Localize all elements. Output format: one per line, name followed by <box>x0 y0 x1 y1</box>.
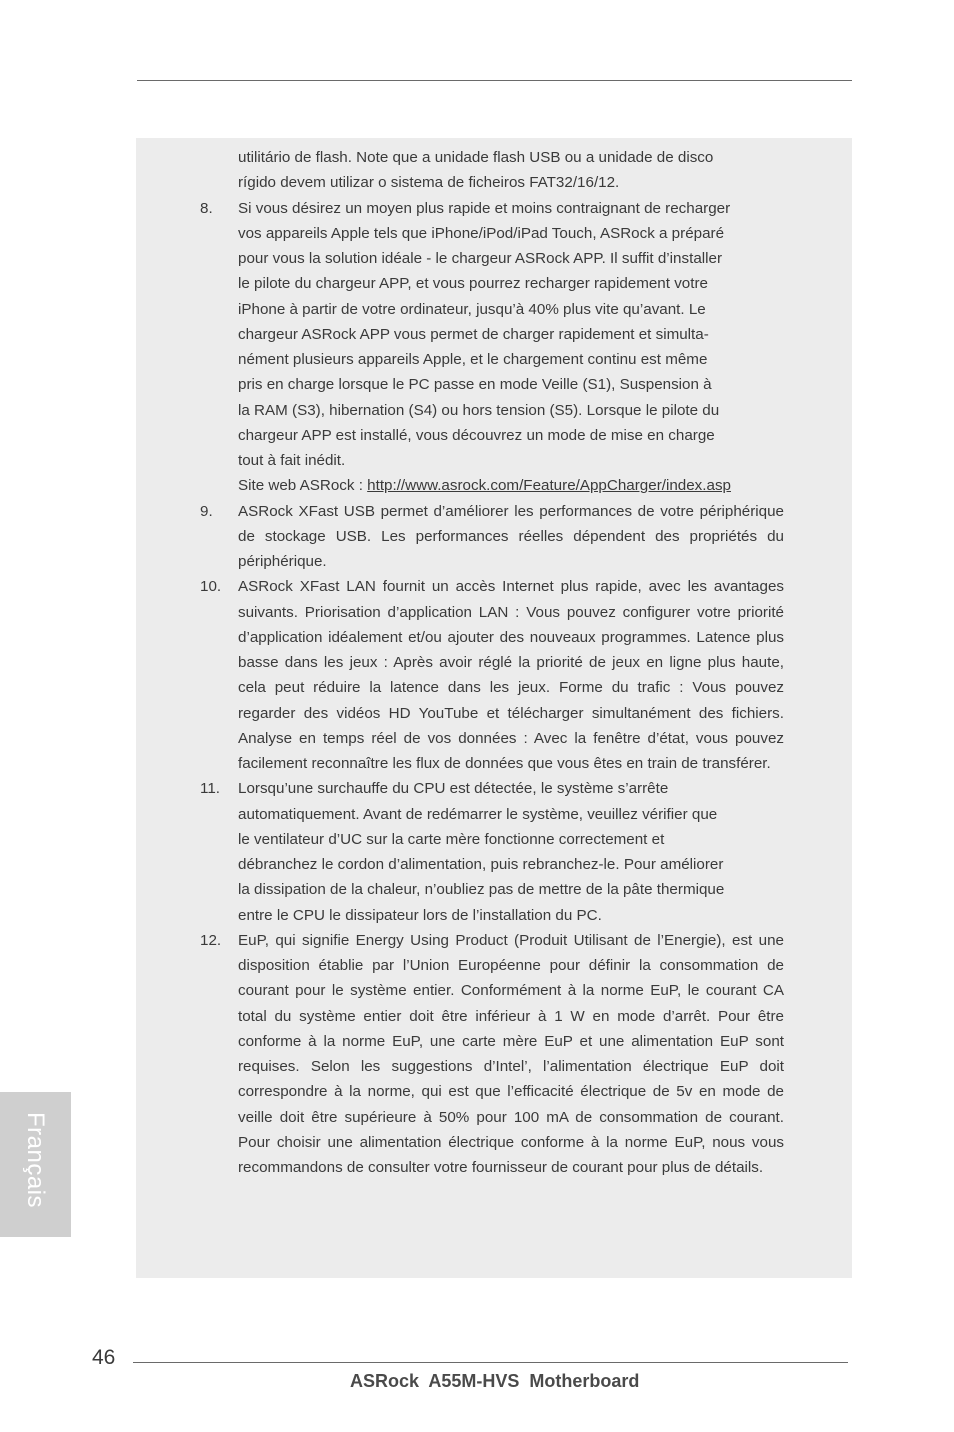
text-line: automatiquement. Avant de redémarrer le système, veuillez vérifier que <box>238 805 718 823</box>
header-rule <box>137 80 852 81</box>
list-number: 12. <box>200 931 222 949</box>
page-number: 46 <box>92 1346 116 1369</box>
list-number: 10. <box>200 578 222 596</box>
website-label: Site web ASRock : <box>238 477 368 495</box>
list-number: 11. <box>200 780 220 798</box>
list-number: 9. <box>200 502 213 520</box>
list-item-10 <box>200 574 784 776</box>
text-line: Lorsqu’une surchauffe du CPU est détectée, le système s’arrête <box>238 780 669 798</box>
item-text: EuP, qui signifie Energy Using Product (Produit Utilisant de l’Energie), est une disposition établie par l’Union Européenne pour définir la consommation de courant pour le système entier. Conformément à la norme EuP, le courant CA total du système entier doit être inférieur à 1 W en mode d’arrêt. Pour être conforme à la norme EuP, une carte mère EuP et une alimentation EuP sont requises. Selon les suggestions d’Intel’, l’alimentation électrique EuP doit correspondre à la norme, qui est que l’efficacité électrique de 5v en mode de veille doit être supérieure à 50% pour 100 mA de consommation de courant. Pour choisir une alimentation électrique conforme à la norme EuP, nous vous recommandons de consulter votre fournisseur de courant pour plus de détails. <box>238 931 784 1176</box>
text-line: iPhone à partir de votre ordinateur, jusqu’à 40% plus vite qu’avant. Le <box>238 300 706 318</box>
text-line: tout à fait inédit. <box>238 452 346 469</box>
list-number: 8. <box>200 199 213 217</box>
text-line: nément plusieurs appareils Apple, et le chargement continu est même <box>238 351 708 368</box>
body-text <box>200 145 784 1180</box>
list-item-9 <box>200 499 784 575</box>
text-line: la RAM (S3), hibernation (S4) ou hors tension (S5). Lorsque le pilote du <box>238 401 720 419</box>
text-line: le pilote du chargeur APP, et vous pourrez recharger rapidement votre <box>238 275 708 293</box>
item-text: ASRock XFast USB permet d’améliorer les performances de votre périphérique de stockage USB. Les performances réelles dépendent des propriétés du périphérique. <box>238 502 784 570</box>
text-line: rígido devem utilizar o sistema de ficheiros FAT32/16/12. <box>238 174 620 192</box>
list-item-8 <box>200 196 784 499</box>
text-line: Si vous désirez un moyen plus rapide et moins contraignant de recharger <box>238 199 731 217</box>
text-line: utilitário de flash. Note que a unidade flash USB ou a unidade de disco <box>238 149 714 166</box>
list-item-12 <box>200 928 784 1181</box>
footer-rule <box>133 1362 848 1363</box>
continuation-text <box>238 145 784 196</box>
text-line: pour vous la solution idéale - le chargeur ASRock APP. Il suffit d’installer <box>238 250 723 267</box>
text-line: la dissipation de la chaleur, n’oubliez pas de mettre de la pâte thermique <box>238 881 725 899</box>
text-line: vos appareils Apple tels que iPhone/iPod/iPad Touch, ASRock a préparé <box>238 224 725 242</box>
text-line: pris en charge lorsque le PC passe en mode Veille (S1), Suspension à <box>238 376 712 394</box>
language-label: Français <box>22 1111 49 1209</box>
footer-title: ASRock A55M-HVS Motherboard <box>350 1371 640 1391</box>
text-line: le ventilateur d’UC sur la carte mère fonctionne correctement et <box>238 830 665 848</box>
website-line <box>238 473 784 498</box>
text-line: entre le CPU le dissipateur lors de l’installation du PC. <box>238 906 602 924</box>
text-line: débranchez le cordon d’alimentation, puis rebranchez-le. Pour améliorer <box>238 856 724 873</box>
text-line: chargeur ASRock APP vous permet de charger rapidement et simulta- <box>238 325 709 343</box>
item-text: ASRock XFast LAN fournit un accès Internet plus rapide, avec les avantages suivants. Priorisation d’application LAN : Vous pouvez configurer votre priorité d’application idéalement et/ou ajouter des nouveaux programmes. Latence plus basse dans les jeux : Après avoir réglé la priorité de jeux en ligne plus haute, cela peut réduire la latence dans les jeux. Forme du trafic : Vous pouvez regarder des vidéos HD YouTube et télécharger simultanément des fichiers. Analyse en temps réel de vos données : Avec la fenêtre d’état, vous pouvez facilement reconnaître les flux de données que vous êtes en train de transférer. <box>238 578 784 772</box>
list-item-11 <box>200 776 784 928</box>
appcharger-link[interactable]: http://www.asrock.com/Feature/AppCharger/index.asp <box>367 477 731 495</box>
text-line: chargeur APP est installé, vous découvrez un mode de mise en charge <box>238 426 715 444</box>
